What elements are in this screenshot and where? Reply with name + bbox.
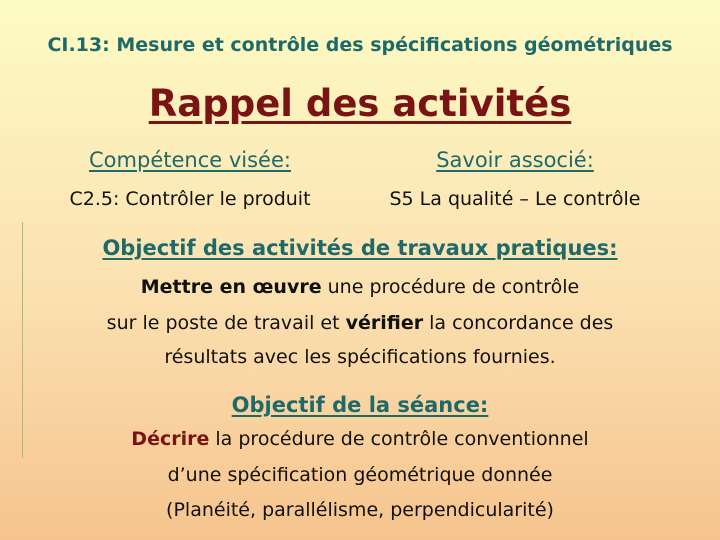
chapter-header: CI.13: Mesure et contrôle des spécifications géométriques <box>47 34 673 56</box>
slide-title: Rappel des activités <box>148 82 572 125</box>
bold-phrase: Décrire <box>131 428 210 450</box>
savoir-heading: Savoir associé: <box>436 148 594 172</box>
savoir-value: S5 La qualité – Le contrôle <box>389 188 641 210</box>
competence-heading: Compétence visée: <box>89 148 291 172</box>
objectif-seance-line-1 <box>0 428 720 450</box>
objectif-tp-line-2 <box>0 312 720 334</box>
text-span: une procédure de contrôle <box>321 276 580 298</box>
competence-value: C2.5: Contrôler le produit <box>69 188 311 210</box>
objectif-seance-line-2: d’une spécification géométrique donnée <box>167 464 553 486</box>
bold-phrase: Mettre en œuvre <box>140 276 322 298</box>
text-span: la procédure de contrôle conventionnel <box>209 428 589 450</box>
bold-phrase: vérifier <box>345 312 424 334</box>
objectif-seance-heading: Objectif de la séance: <box>231 393 489 417</box>
text-span: la concordance des <box>423 312 614 334</box>
objectif-seance-line-3: (Planéité, parallélisme, perpendicularité) <box>166 499 554 521</box>
objectif-tp-line-3: résultats avec les spécifications fournies. <box>164 346 556 368</box>
objectif-tp-line-1 <box>0 276 720 298</box>
objectif-tp-heading: Objectif des activités de travaux pratiques: <box>102 236 618 260</box>
text-span: sur le poste de travail et <box>106 312 346 334</box>
